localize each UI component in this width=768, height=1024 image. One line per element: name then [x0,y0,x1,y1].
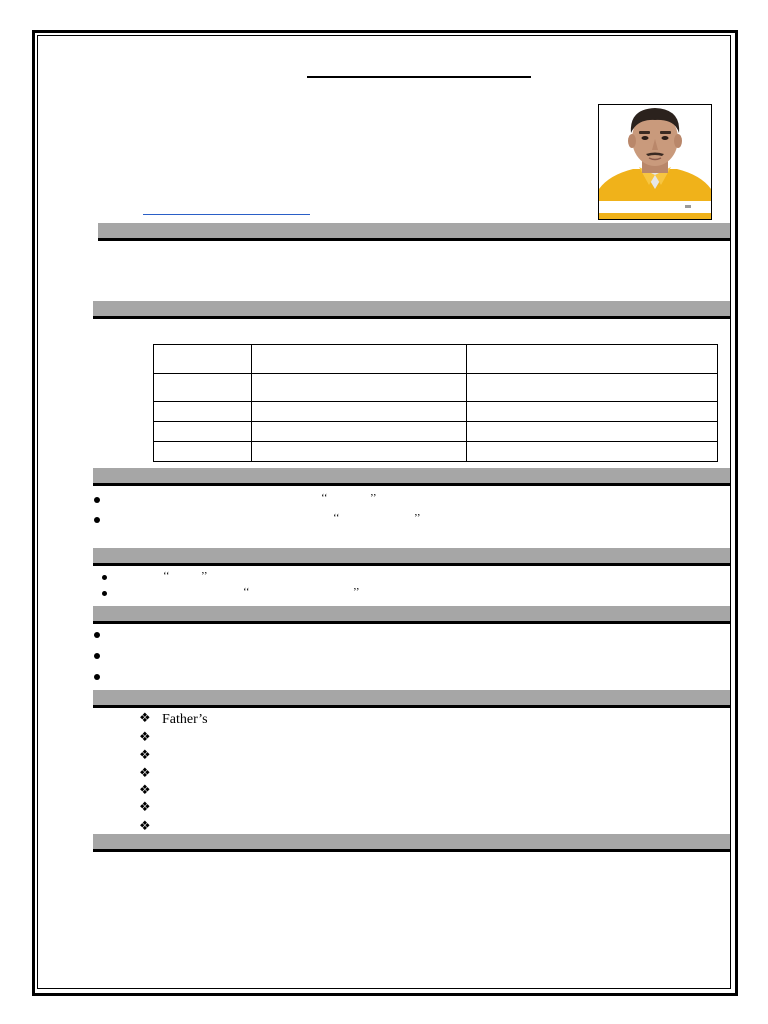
table-cell [252,442,467,462]
table-row [154,442,718,462]
diamond-bullet-icon: ❖ [139,766,151,781]
quote-open: ‘‘ [243,586,250,598]
diamond-bullet-icon: ❖ [139,800,151,815]
table-row [154,402,718,422]
bullet-icon [94,653,100,659]
section-bar-training [93,548,730,566]
table-row [154,345,718,374]
table-cell [252,402,467,422]
table-row [154,374,718,402]
table-row [154,422,718,442]
table-cell [154,422,252,442]
quote-close: ’’ [353,586,360,598]
bullet-icon [102,575,107,580]
diamond-bullet-icon: ❖ [139,748,151,763]
table-cell [252,374,467,402]
bullet-icon [102,591,107,596]
person-portrait-icon [599,105,711,219]
quote-open: ‘‘ [333,512,340,524]
name-title-underline [307,76,531,78]
table-cell [252,345,467,374]
bullet-icon [94,674,100,680]
quote-open: ‘‘ [321,492,328,504]
quote-open: ‘‘ [163,570,170,582]
profile-photo [598,104,712,220]
section-bar-personal-details [93,690,730,708]
section-bar-objective [98,223,730,241]
bullet-icon [94,632,100,638]
section-bar-declaration [93,834,730,852]
section-bar-education [93,301,730,319]
table-cell [154,345,252,374]
bullet-icon [94,517,100,523]
diamond-bullet-icon: ❖ [139,783,151,798]
table-cell [154,442,252,462]
table-cell [467,422,718,442]
table-cell [467,402,718,422]
table-cell [154,402,252,422]
quote-close: ’’ [201,570,208,582]
table-cell [467,442,718,462]
education-table [153,344,718,462]
quote-close: ’’ [370,492,377,504]
diamond-bullet-icon: ❖ [139,730,151,745]
bullet-icon [94,497,100,503]
section-bar-experience [93,468,730,486]
table-cell [252,422,467,442]
table-cell [467,345,718,374]
quote-close: ’’ [414,512,421,524]
diamond-bullet-icon: ❖ [139,819,151,834]
email-link-underline[interactable] [143,214,310,215]
section-bar-skills [93,606,730,624]
diamond-bullet-icon: ❖ [139,711,151,726]
fathers-name-label: Father’s [162,712,208,727]
table-cell [154,374,252,402]
table-cell [467,374,718,402]
